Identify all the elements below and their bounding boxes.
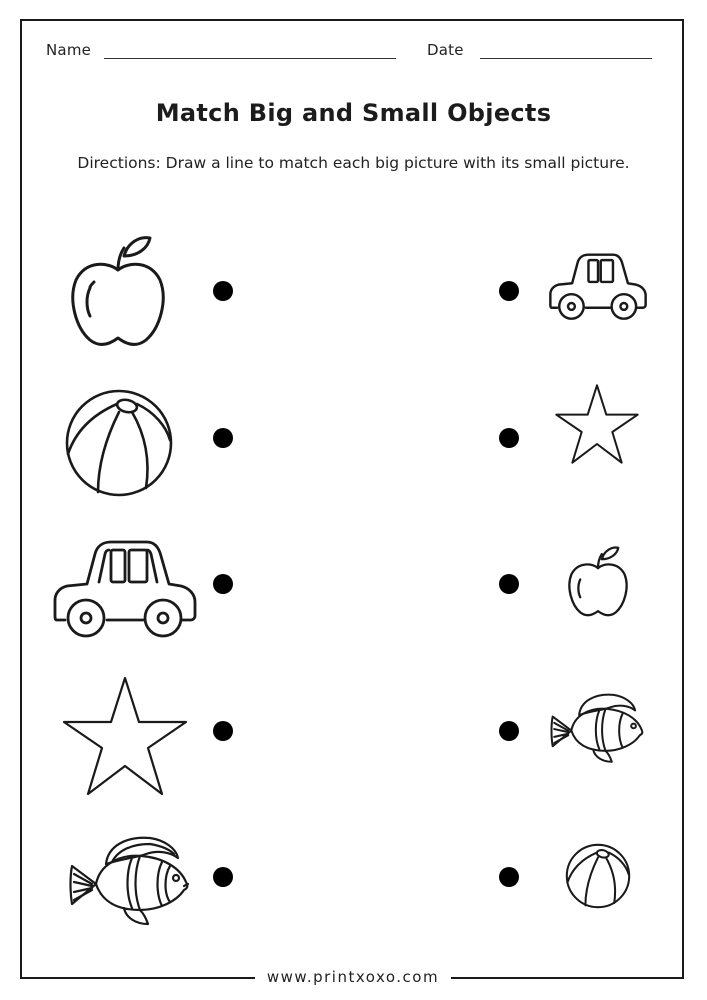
name-line[interactable] (104, 58, 396, 59)
apple-icon (566, 544, 630, 620)
match-dot-right-5[interactable] (499, 867, 519, 887)
name-label: Name (46, 41, 92, 59)
fish-icon (66, 832, 192, 928)
match-dot-right-2[interactable] (499, 428, 519, 448)
match-dot-left-2[interactable] (213, 428, 233, 448)
beach-ball-icon (565, 843, 631, 909)
star-icon (62, 676, 188, 796)
directions-text: Directions: Draw a line to match each big picture with its small picture. (77, 154, 630, 172)
apple-icon (68, 232, 168, 352)
match-dot-left-3[interactable] (213, 574, 233, 594)
car-icon (53, 538, 197, 638)
star-icon (555, 384, 639, 464)
date-line[interactable] (480, 58, 652, 59)
footer-website: www.printxoxo.com (266, 968, 440, 986)
page-title: Match Big and Small Objects (155, 99, 552, 127)
date-label: Date (427, 41, 464, 59)
match-dot-right-3[interactable] (499, 574, 519, 594)
beach-ball-icon (64, 388, 174, 498)
match-dot-left-5[interactable] (213, 867, 233, 887)
match-dot-left-1[interactable] (213, 281, 233, 301)
match-dot-left-4[interactable] (213, 721, 233, 741)
match-dot-right-1[interactable] (499, 281, 519, 301)
car-icon (549, 250, 647, 322)
fish-icon (548, 690, 646, 765)
match-dot-right-4[interactable] (499, 721, 519, 741)
